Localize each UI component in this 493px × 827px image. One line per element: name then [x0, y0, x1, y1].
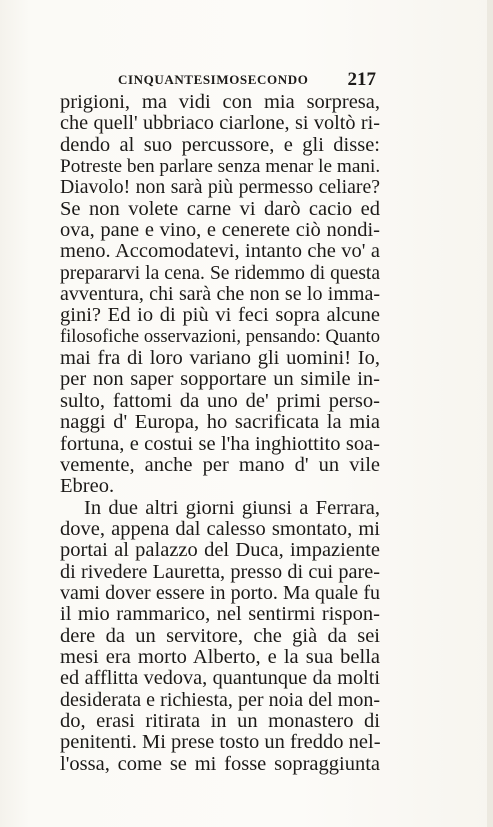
- text-line: mai fra di loro variano gli uomini! Io,: [60, 347, 380, 370]
- page-number: 217: [347, 69, 376, 90]
- text-line: vami dover essere in porto. Ma quale fu: [60, 581, 380, 604]
- text-line: vemente, anche per mano d' un vile: [60, 453, 380, 476]
- page-header: [118, 69, 376, 92]
- text-line: di rivedere Lauretta, presso di cui pare-: [60, 560, 380, 583]
- running-title: CINQUANTESIMOSECONDO: [118, 72, 309, 87]
- text-line: naggi d' Europa, ho sacrificata la mia: [60, 411, 380, 434]
- text-line: avventura, chi sarà che non se lo imma-: [60, 283, 380, 306]
- text-line: portai al palazzo del Duca, impaziente: [60, 539, 380, 562]
- text-line: ed afflitta vedova, quantunque da molti: [60, 667, 380, 690]
- text-line: do, erasi ritirata in un monastero di: [60, 709, 380, 732]
- text-line: dove, appena dal calesso smontato, mi: [60, 517, 380, 540]
- text-line: Se non volete carne vi darò cacio ed: [60, 197, 380, 220]
- page-edge: [487, 0, 493, 827]
- text-line: Diavolo! non sarà più permesso celiare?: [60, 176, 380, 199]
- text-line: desiderata e richiesta, per noia del mon-: [60, 688, 380, 711]
- text-line: gini? Ed io di più vi feci sopra alcune: [60, 304, 380, 327]
- text-line: per non saper sopportare un simile in-: [60, 368, 380, 391]
- paragraph-start-line: In due altri giorni giunsi a Ferrara,: [84, 496, 380, 519]
- text-line: meno. Accomodatevi, intanto che vo' a: [60, 240, 380, 263]
- text-line: il mio rammarico, nel sentirmi rispon-: [60, 603, 380, 626]
- text-line: dere da un servitore, che già da sei: [60, 624, 380, 647]
- text-line: penitenti. Mi prese tosto un freddo nel-: [60, 731, 381, 754]
- text-line: che quell' ubbriaco ciarlone, si voltò ri-: [60, 112, 380, 135]
- text-line: ova, pane e vino, e cenerete ciò nondi-: [60, 219, 380, 242]
- text-line: prepararvi la cena. Se ridemmo di questa: [60, 262, 380, 284]
- text-line: prigioni, ma vidi con mia sorpresa,: [60, 91, 380, 113]
- text-line: dendo al suo percussore, e gli disse:: [60, 133, 380, 156]
- text-line: filosofiche osservazioni, pensando: Quanto: [60, 326, 380, 347]
- text-line: l'ossa, come se mi fosse sopraggiunta: [60, 752, 380, 775]
- text-line: fortuna, e costui se l'ha inghiottito soa-: [60, 432, 380, 455]
- body-text: [60, 92, 380, 775]
- paragraph-end-line: Ebreo.: [60, 475, 115, 498]
- text-line: sulto, fattomi da uno de' primi perso-: [60, 389, 380, 412]
- text-line: Potreste ben parlare senza menar le mani.: [60, 156, 381, 178]
- text-line: mesi era morto Alberto, e la sua bella: [60, 645, 380, 668]
